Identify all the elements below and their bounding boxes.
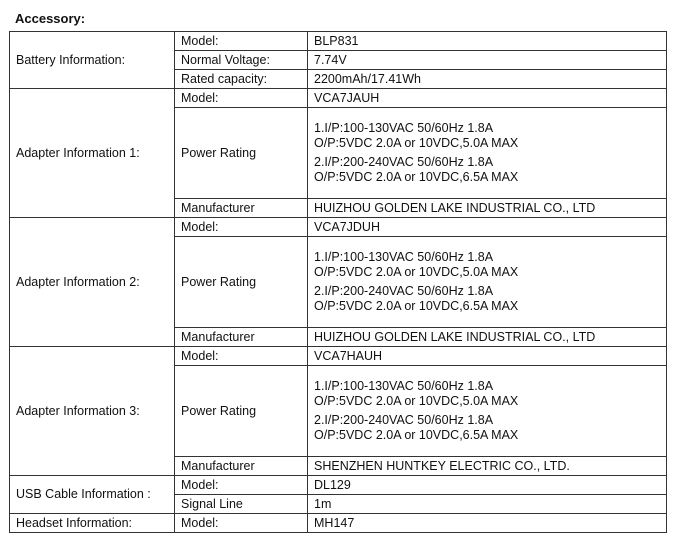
power-rating-value [308, 108, 667, 199]
field-label: Manufacturer [175, 328, 308, 347]
field-label: Manufacturer [175, 457, 308, 476]
usb-info-label: USB Cable Information : [10, 476, 175, 514]
table-row [10, 218, 667, 237]
adapter2-info-label: Adapter Information 2: [10, 218, 175, 347]
field-label: Manufacturer [175, 199, 308, 218]
accessory-table [9, 31, 667, 533]
power-rating-value [308, 366, 667, 457]
battery-info-label: Battery Information: [10, 32, 175, 89]
power-line: 2.I/P:200-240VAC 50/60Hz 1.8A [314, 413, 494, 427]
field-label: Power Rating [175, 108, 308, 199]
power-line: O/P:5VDC 2.0A or 10VDC,6.5A MAX [314, 428, 519, 442]
field-value: VCA7HAUH [308, 347, 667, 366]
field-label: Model: [175, 89, 308, 108]
field-label: Power Rating [175, 366, 308, 457]
power-line: O/P:5VDC 2.0A or 10VDC,6.5A MAX [314, 299, 519, 313]
power-line: 2.I/P:200-240VAC 50/60Hz 1.8A [314, 155, 494, 169]
field-label: Model: [175, 32, 308, 51]
field-value: DL129 [308, 476, 667, 495]
table-row [10, 347, 667, 366]
field-label: Power Rating [175, 237, 308, 328]
headset-info-label: Headset Information: [10, 514, 175, 533]
field-value: MH147 [308, 514, 667, 533]
table-row [10, 89, 667, 108]
table-row [10, 32, 667, 51]
field-label: Normal Voltage: [175, 51, 308, 70]
table-row [10, 514, 667, 533]
field-label: Model: [175, 218, 308, 237]
field-value: 1m [308, 495, 667, 514]
field-value: 7.74V [308, 51, 667, 70]
power-rating-value [308, 237, 667, 328]
field-label: Rated capacity: [175, 70, 308, 89]
field-label: Model: [175, 476, 308, 495]
power-line: 1.I/P:100-130VAC 50/60Hz 1.8A [314, 250, 494, 264]
power-line: 2.I/P:200-240VAC 50/60Hz 1.8A [314, 284, 494, 298]
field-value: BLP831 [308, 32, 667, 51]
field-label: Model: [175, 514, 308, 533]
field-value: 2200mAh/17.41Wh [308, 70, 667, 89]
power-line: O/P:5VDC 2.0A or 10VDC,5.0A MAX [314, 136, 519, 150]
power-line: 1.I/P:100-130VAC 50/60Hz 1.8A [314, 379, 494, 393]
field-label: Model: [175, 347, 308, 366]
power-line: O/P:5VDC 2.0A or 10VDC,6.5A MAX [314, 170, 519, 184]
table-row [10, 476, 667, 495]
adapter1-info-label: Adapter Information 1: [10, 89, 175, 218]
adapter3-info-label: Adapter Information 3: [10, 347, 175, 476]
field-value: VCA7JDUH [308, 218, 667, 237]
field-value: HUIZHOU GOLDEN LAKE INDUSTRIAL CO., LTD [308, 328, 667, 347]
power-line: O/P:5VDC 2.0A or 10VDC,5.0A MAX [314, 394, 519, 408]
power-line: 1.I/P:100-130VAC 50/60Hz 1.8A [314, 121, 494, 135]
field-value: VCA7JAUH [308, 89, 667, 108]
power-line: O/P:5VDC 2.0A or 10VDC,5.0A MAX [314, 265, 519, 279]
field-label: Signal Line [175, 495, 308, 514]
section-heading: Accessory: [15, 11, 86, 26]
field-value: SHENZHEN HUNTKEY ELECTRIC CO., LTD. [308, 457, 667, 476]
field-value: HUIZHOU GOLDEN LAKE INDUSTRIAL CO., LTD [308, 199, 667, 218]
